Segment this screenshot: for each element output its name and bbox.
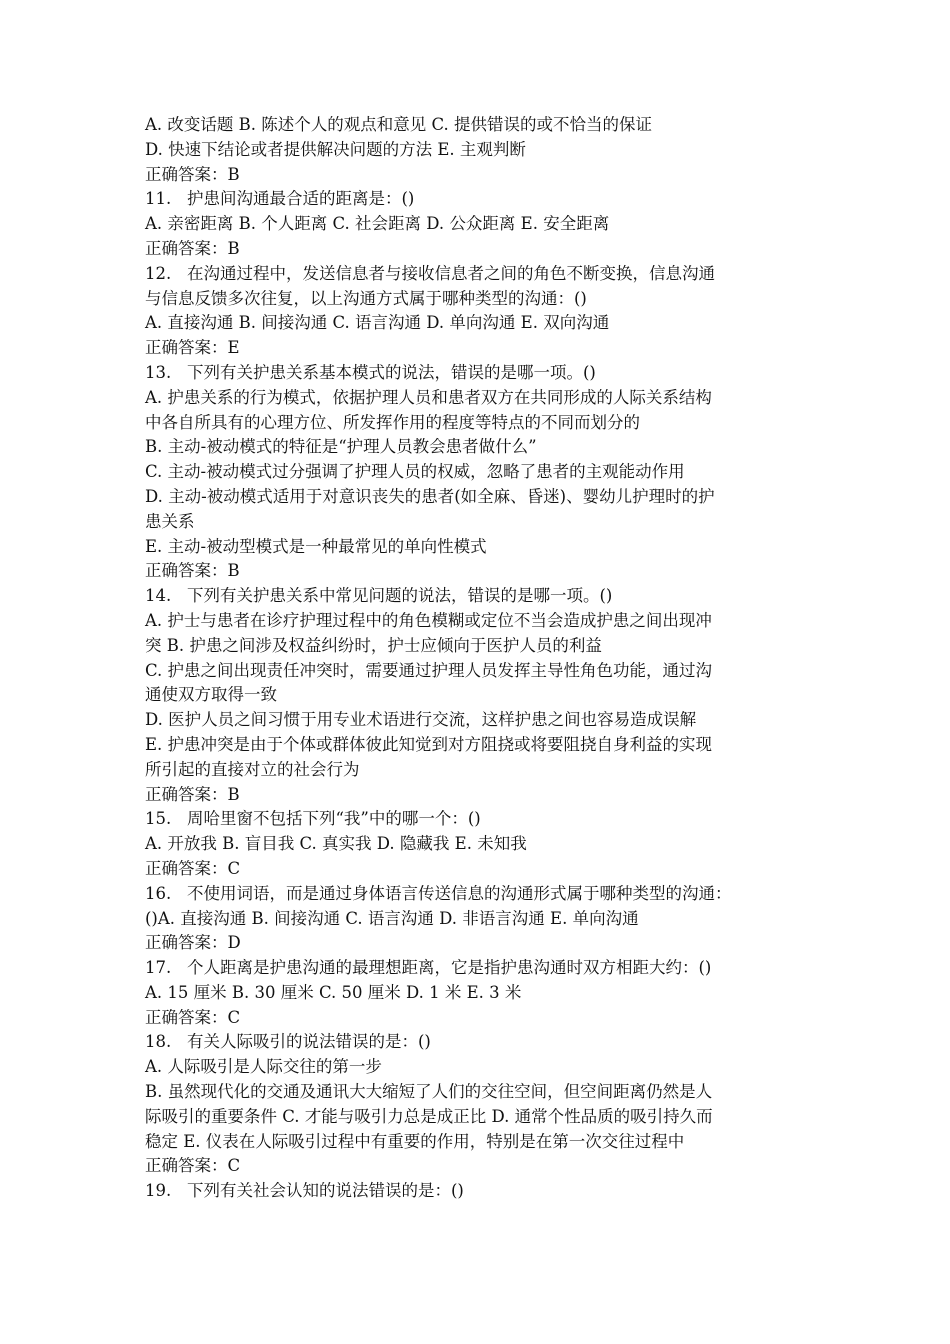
option-line: 所引起的直接对立的社会行为 (145, 759, 360, 779)
question-16: 16. 不使用词语，而是通过身体语言传送信息的沟通形式属于哪种类型的沟通： (145, 883, 732, 903)
option-line: E. 主动-被动型模式是一种最常见的单向性模式 (145, 536, 487, 556)
answer-line: 正确答案：C (145, 1156, 241, 1176)
option-line: E. 护患冲突是由于个体或群体彼此知觉到对方阻挠或将要阻挠自身利益的实现 (145, 734, 713, 754)
option-line: A. 直接沟通 B. 间接沟通 C. 语言沟通 D. 单向沟通 E. 双向沟通 (145, 313, 610, 333)
question-15: 15. 周哈里窗不包括下列“我”中的哪一个：() (145, 809, 481, 829)
option-line: A. 开放我 B. 盲目我 C. 真实我 D. 隐藏我 E. 未知我 (145, 834, 527, 854)
option-line: D. 快速下结论或者提供解决问题的方法 E. 主观判断 (145, 139, 526, 159)
answer-line: 正确答案：B (145, 164, 240, 184)
answer-line: 正确答案：C (145, 1007, 241, 1027)
option-line: C. 护患之间出现责任冲突时，需要通过护理人员发挥主导性角色功能，通过沟 (145, 660, 713, 680)
question-11: 11. 护患间沟通最合适的距离是：() (145, 189, 415, 209)
option-line: 际吸引的重要条件 C. 才能与吸引力总是成正比 D. 通常个性品质的吸引持久而 (145, 1106, 713, 1126)
option-line: ()A. 直接沟通 B. 间接沟通 C. 语言沟通 D. 非语言沟通 E. 单向沟通 (145, 908, 639, 928)
option-line: 中各自所具有的心理方位、所发挥作用的程度等特点的不同而划分的 (145, 412, 640, 432)
option-line: 突 B. 护患之间涉及权益纠纷时，护士应倾向于医护人员的利益 (145, 635, 602, 655)
document-body (145, 113, 810, 1204)
option-line: 稳定 E. 仪表在人际吸引过程中有重要的作用，特别是在第一次交往过程中 (145, 1131, 685, 1151)
option-line: 患关系 (145, 511, 195, 531)
option-line: C. 主动-被动模式过分强调了护理人员的权威，忽略了患者的主观能动作用 (145, 462, 685, 482)
answer-line: 正确答案：E (145, 338, 240, 358)
question-14: 14. 下列有关护患关系中常见问题的说法，错误的是哪一项。() (145, 586, 613, 606)
question-17: 17. 个人距离是护患沟通的最理想距离，它是指护患沟通时双方相距大约：() (145, 958, 712, 978)
option-line: A. 人际吸引是人际交往的第一步 (145, 1057, 382, 1077)
option-line: A. 15 厘米 B. 30 厘米 C. 50 厘米 D. 1 米 E. 3 米 (145, 982, 522, 1002)
answer-line: 正确答案：B (145, 561, 240, 581)
question-19: 19. 下列有关社会认知的说法错误的是：() (145, 1181, 464, 1201)
option-line: D. 医护人员之间习惯于用专业术语进行交流，这样护患之间也容易造成误解 (145, 710, 697, 730)
option-line: B. 主动-被动模式的特征是“护理人员教会患者做什么” (145, 437, 537, 457)
option-line: A. 护患关系的行为模式，依据护理人员和患者双方在共同形成的人际关系结构 (145, 387, 712, 407)
option-line: A. 改变话题 B. 陈述个人的观点和意见 C. 提供错误的或不恰当的保证 (145, 115, 653, 134)
answer-line: 正确答案：B (145, 784, 240, 804)
option-line: A. 亲密距离 B. 个人距离 C. 社会距离 D. 公众距离 E. 安全距离 (145, 214, 610, 234)
option-line: D. 主动-被动模式适用于对意识丧失的患者(如全麻、昏迷)、婴幼儿护理时的护 (145, 486, 715, 506)
question-12: 12. 在沟通过程中，发送信息者与接收信息者之间的角色不断变换，信息沟通 (145, 263, 715, 283)
answer-line: 正确答案：D (145, 933, 241, 953)
question-18: 18. 有关人际吸引的说法错误的是：() (145, 1032, 431, 1052)
option-line: 通使双方取得一致 (145, 685, 277, 705)
answer-line: 正确答案：C (145, 858, 241, 878)
option-line: A. 护士与患者在诊疗护理过程中的角色模糊或定位不当会造成护患之间出现冲 (145, 610, 712, 630)
question-13: 13. 下列有关护患关系基本模式的说法，错误的是哪一项。() (145, 362, 596, 382)
answer-line: 正确答案：B (145, 238, 240, 258)
question-12-continued: 与信息反馈多次往复，以上沟通方式属于哪种类型的沟通：() (145, 288, 587, 308)
option-line: B. 虽然现代化的交通及通讯大大缩短了人们的交往空间，但空间距离仍然是人 (145, 1082, 713, 1102)
